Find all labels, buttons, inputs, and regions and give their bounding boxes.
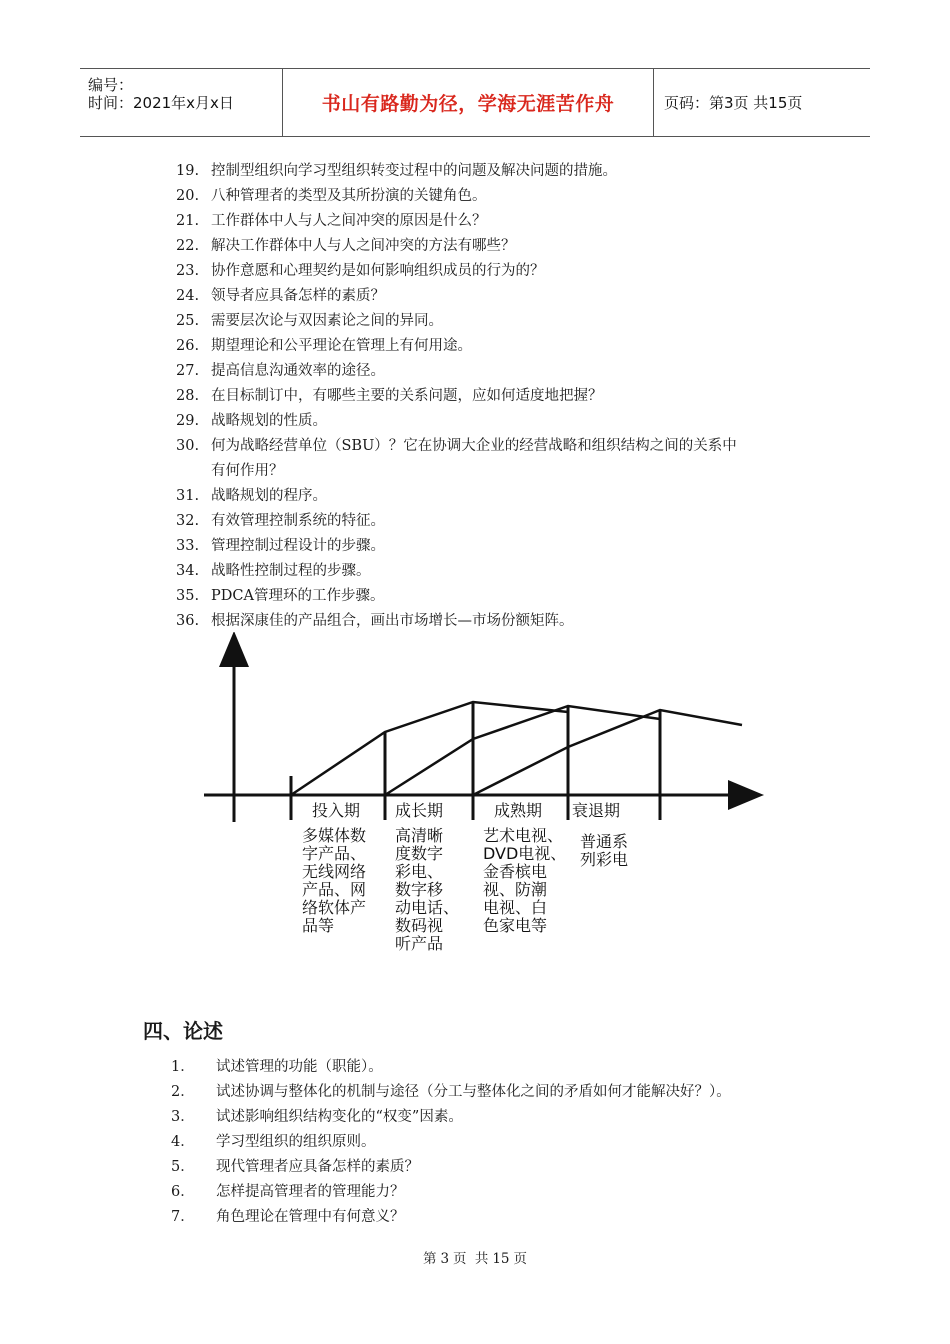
stage-product-line: 络软体产 <box>302 898 367 917</box>
stage-product-line: 听产品 <box>395 934 444 953</box>
question-item: 19. 控制型组织向学习型组织转变过程中的问题及解决问题的措施。 <box>176 163 617 179</box>
question-item: 31. 战略规划的程序。 <box>176 488 327 504</box>
question-item: 33. 管理控制过程设计的步骤。 <box>176 538 385 554</box>
question-item: 24. 领导者应具备怎样的素质？ <box>176 288 385 304</box>
question-item: 22. 解决工作群体中人与人之间冲突的方法有哪些？ <box>176 238 516 254</box>
question-item: 28. 在目标制订中，有哪些主要的关系问题，应如何适度地把握？ <box>176 388 603 404</box>
code-label: 编号： <box>88 76 134 94</box>
question-item: 32. 有效管理控制系统的特征。 <box>176 513 385 529</box>
stage-product-line: 色家电等 <box>483 916 548 935</box>
stage-product-line: 品等 <box>302 916 335 935</box>
question-item: 26. 期望理论和公平理论在管理上有何用途。 <box>176 338 472 354</box>
essay-item: 7． 角色理论在管理中有何意义？ <box>171 1209 405 1225</box>
stage-label: 成熟期 <box>494 801 543 820</box>
question-item: 29. 战略规划的性质。 <box>176 413 327 429</box>
stage-product-line: 金香槟电 <box>483 862 548 881</box>
header-page-cell <box>654 69 870 136</box>
section-title: 四、论述 <box>143 1019 223 1043</box>
essay-item: 1． 试述管理的功能（职能）。 <box>171 1059 383 1075</box>
essay-item: 5． 现代管理者应具备怎样的素质？ <box>171 1159 419 1175</box>
essay-item: 3． 试述影响组织结构变化的“权变”因素。 <box>171 1109 463 1125</box>
question-item: 23. 协作意愿和心理契约是如何影响组织成员的行为的？ <box>176 263 545 279</box>
question-item: 36. 根据深康佳的产品组合，画出市场增长—市场份额矩阵。 <box>176 613 574 629</box>
stage-product-line: 高清晰 <box>395 826 444 845</box>
stage-product-line: 普通系 <box>580 832 629 851</box>
stage-product-line: 视、防潮 <box>483 880 548 899</box>
stage-product-line: 艺术电视、 <box>483 826 564 845</box>
question-item: 27. 提高信息沟通效率的途径。 <box>176 363 385 379</box>
question-item: 35. PDCA管理环的工作步骤。 <box>176 588 385 604</box>
header-motto-cell <box>283 69 654 136</box>
stage-product-line: 产品、网 <box>302 880 367 899</box>
stage-label: 衰退期 <box>572 801 621 820</box>
product-lifecycle-diagram <box>202 632 772 972</box>
stage-label: 投入期 <box>312 801 361 820</box>
stage-product-line: 数码视 <box>395 916 444 935</box>
stage-product-line: 彩电、 <box>395 862 444 881</box>
page-header <box>80 68 870 137</box>
essay-item: 4． 学习型组织的组织原则。 <box>171 1134 376 1150</box>
page-code: 页码：第3页 共15页 <box>664 94 803 112</box>
stage-product-line: 多媒体数 <box>302 826 367 845</box>
lifecycle-curve <box>385 706 660 795</box>
question-item: 34. 战略性控制过程的步骤。 <box>176 563 371 579</box>
question-item: 21. 工作群体中人与人之间冲突的原因是什么？ <box>176 213 487 229</box>
question-item: 25. 需要层次论与双因素论之间的异同。 <box>176 313 443 329</box>
time-label: 时间：2021年x月x日 <box>88 94 234 112</box>
page-footer: 第 3 页 共 15 页 <box>422 1251 528 1267</box>
stage-label: 成长期 <box>395 801 444 820</box>
motto: 书山有路勤为径，学海无涯苦作舟 <box>321 93 615 115</box>
stage-product-line: 无线网络 <box>302 862 367 881</box>
stage-product-line: 电视、白 <box>483 898 548 917</box>
stage-product-line: 列彩电 <box>580 850 629 869</box>
essay-item: 6． 怎样提高管理者的管理能力？ <box>171 1184 405 1200</box>
header-meta-cell <box>80 69 283 136</box>
essay-item: 2． 试述协调与整体化的机制与途径（分工与整体化之间的矛盾如何才能解决好？）。 <box>171 1084 731 1100</box>
stage-product-line: DVD电视、 <box>483 844 567 863</box>
question-item: 30. 何为战略经营单位（SBU）？它在协调大企业的经营战略和组织结构之间的关系中 有何作用？ <box>176 438 737 479</box>
stage-product-line: 动电话、 <box>395 898 460 917</box>
question-item: 20. 八种管理者的类型及其所扮演的关键角色。 <box>176 188 487 204</box>
lifecycle-curve <box>291 702 568 795</box>
stage-product-line: 数字移 <box>395 880 444 899</box>
lifecycle-curve <box>473 710 742 795</box>
stage-product-line: 字产品、 <box>302 844 367 863</box>
stage-product-line: 度数字 <box>395 844 444 863</box>
